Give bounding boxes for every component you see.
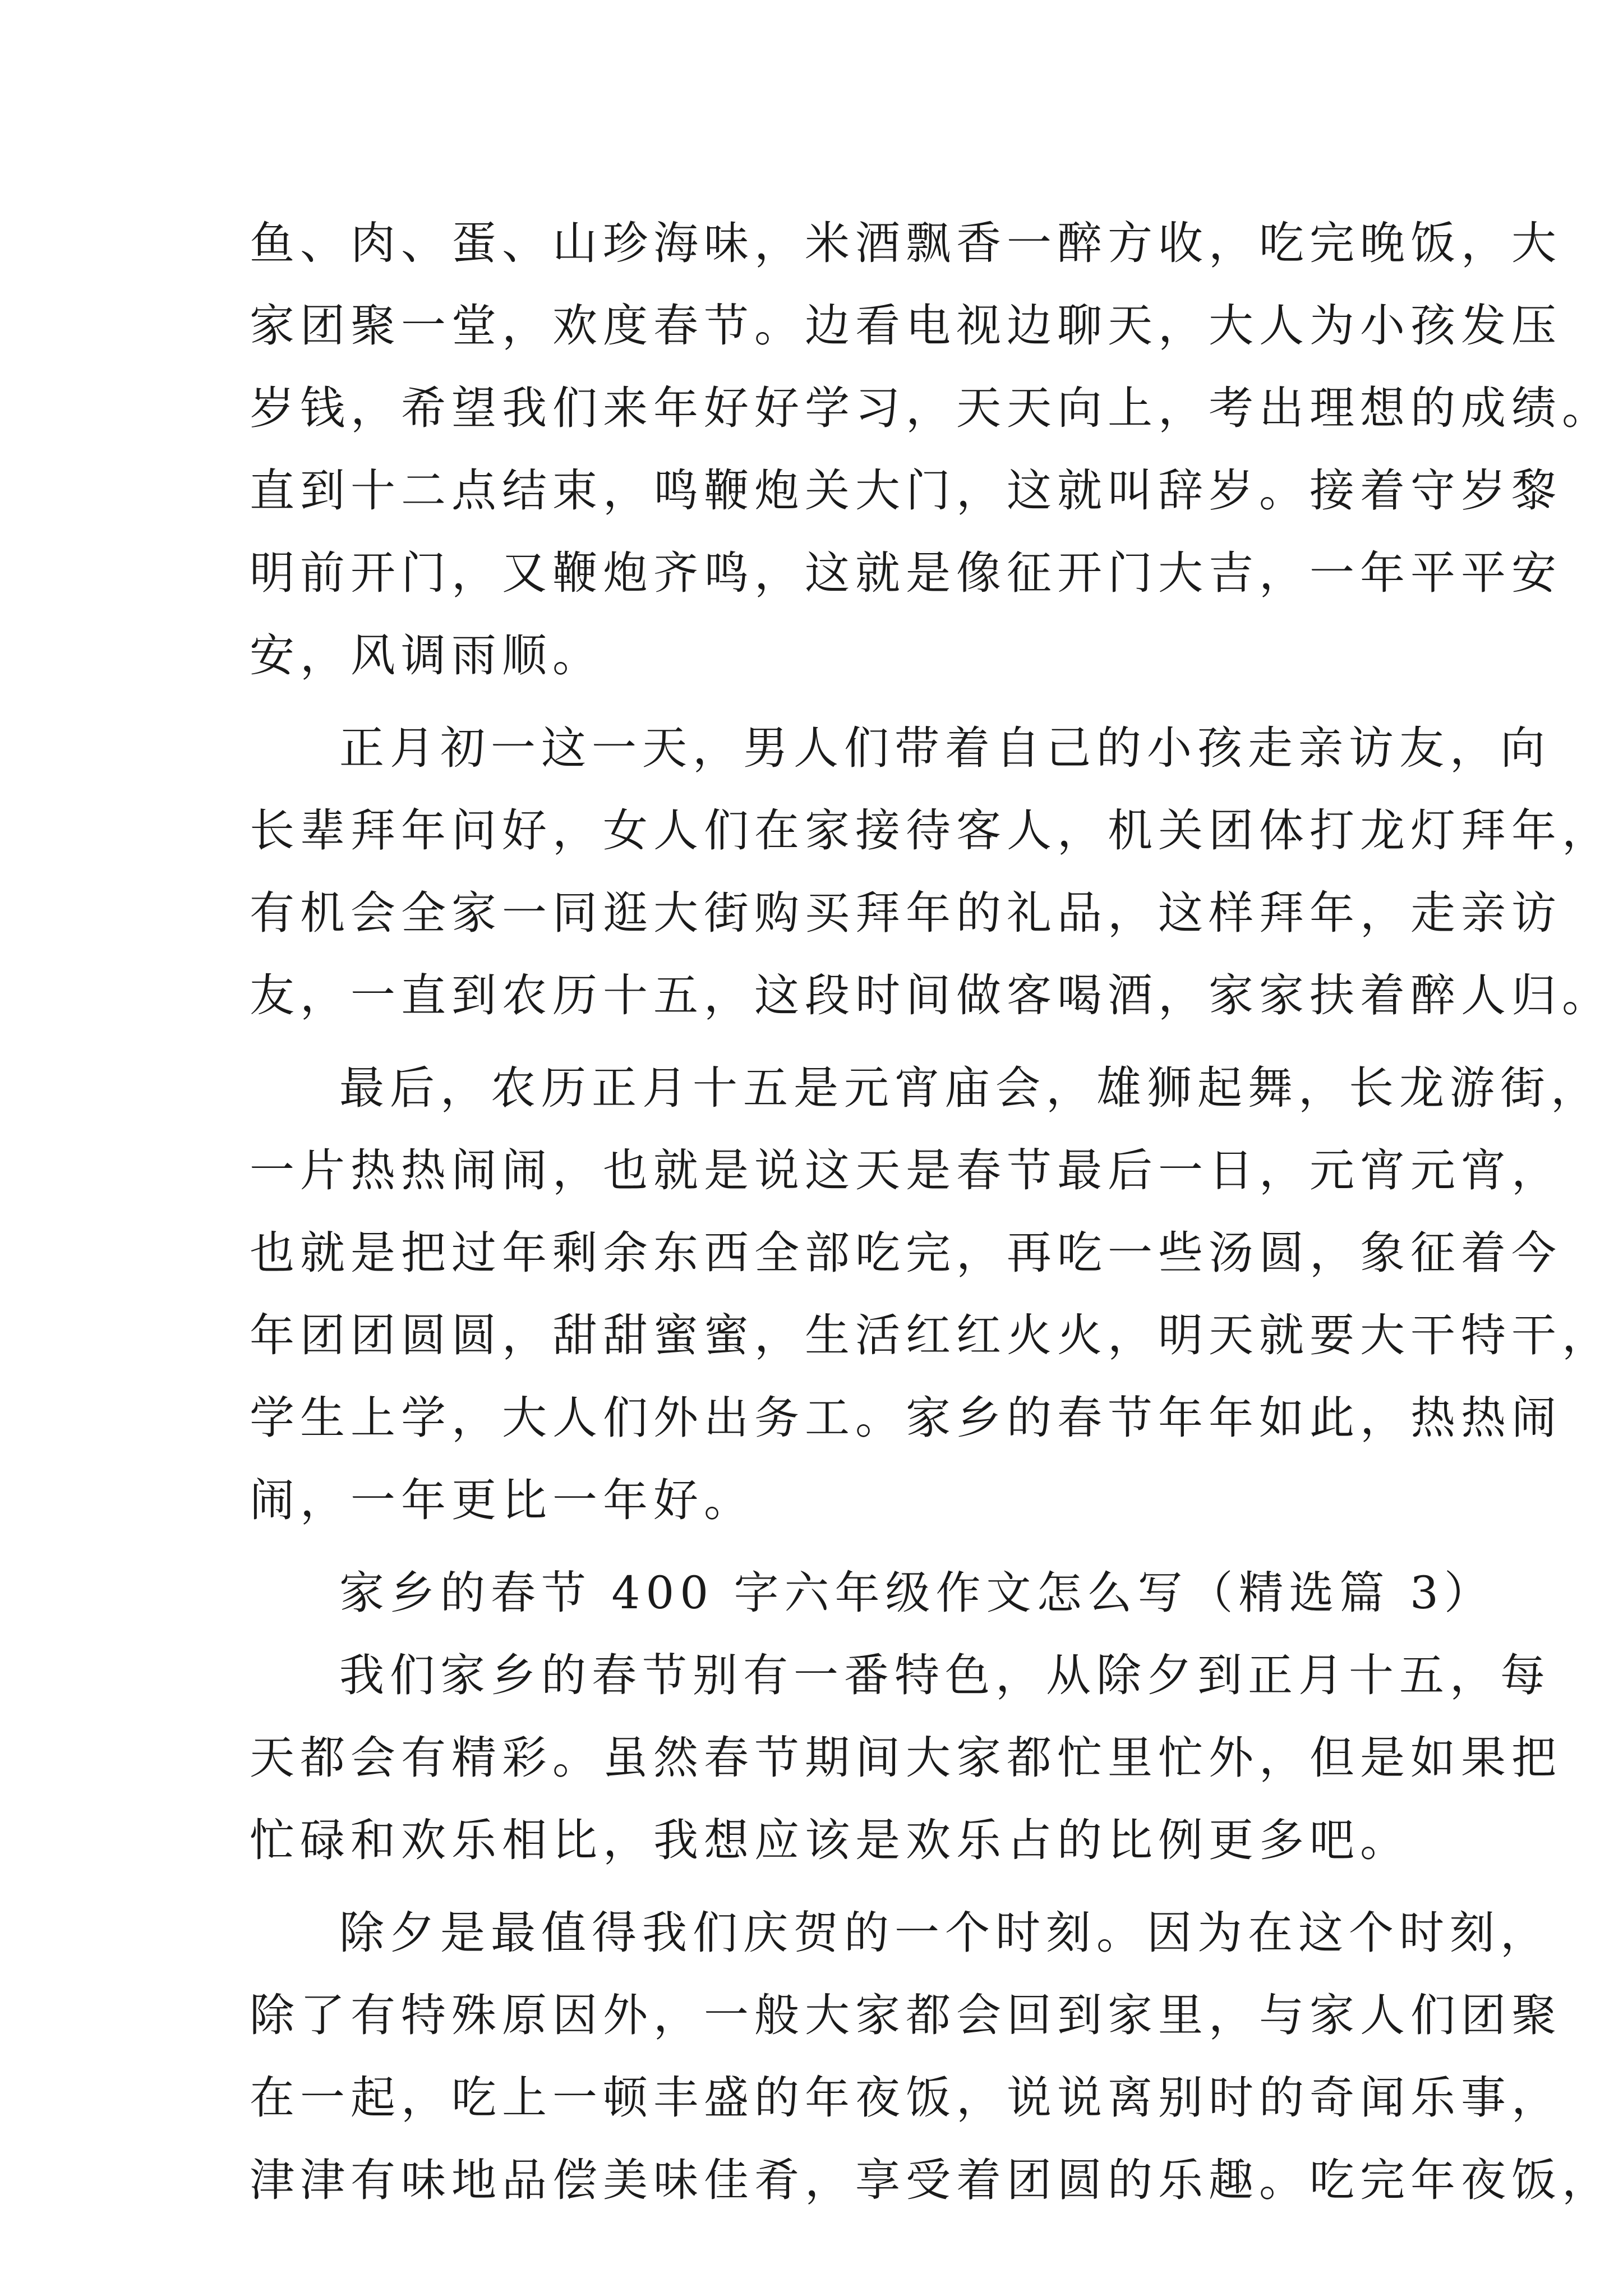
text-line: 正月初一这一天，男人们带着自己的小孩走亲访友，向 (339, 722, 1551, 774)
text-line: 闹，一年更比一年好。 (250, 1474, 754, 1526)
text-line: 长辈拜年问好，女人们在家接待客人，机关团体打龙灯拜年， (250, 804, 1612, 857)
text-line: 安，风调雨顺。 (250, 629, 603, 682)
text-line: 忙碌和欢乐相比，我想应该是欢乐占的比例更多吧。 (250, 1814, 1410, 1866)
text-line: 年团团圆圆，甜甜蜜蜜，生活红红火火，明天就要大干特干， (250, 1309, 1612, 1361)
text-line: 也就是把过年剩余东西全部吃完，再吃一些汤圆，象征着今 (250, 1227, 1562, 1279)
text-line: 学生上学，大人们外出务工。家乡的春节年年如此，热热闹 (250, 1392, 1562, 1444)
text-line: 除了有特殊原因外，一般大家都会回到家里，与家人们团聚 (250, 1989, 1562, 2041)
text-line: 有机会全家一同逛大街购买拜年的礼品，这样拜年，走亲访 (250, 887, 1562, 939)
text-line: 一片热热闹闹，也就是说这天是春节最后一日，元宵元宵， (250, 1144, 1562, 1197)
text-line: 明前开门，又鞭炮齐鸣，这就是像征开门大吉，一年平平安 (250, 547, 1562, 599)
text-line: 天都会有精彩。虽然春节期间大家都忙里忙外，但是如果把 (250, 1732, 1562, 1784)
text-line: 岁钱，希望我们来年好好学习，天天向上，考出理想的成绩。 (250, 382, 1612, 434)
text-line: 友，一直到农历十五，这段时间做客喝酒，家家扶着醉人归。 (250, 969, 1612, 1022)
text-line: 我们家乡的春节别有一番特色，从除夕到正月十五，每 (339, 1649, 1551, 1701)
text-line: 家乡的春节 400 字六年级作文怎么写（精选篇 3） (339, 1567, 1495, 1619)
text-line: 在一起，吃上一顿丰盛的年夜饭，说说离别时的奇闻乐事， (250, 2072, 1562, 2124)
text-line: 家团聚一堂，欢度春节。边看电视边聊天，大人为小孩发压 (250, 300, 1562, 352)
text-line: 最后，农历正月十五是元宵庙会，雄狮起舞，长龙游街， (339, 1062, 1601, 1114)
text-line: 鱼、肉、蛋、山珍海味，米酒飘香一醉方收，吃完晚饭，大 (250, 217, 1562, 269)
text-line: 直到十二点结束，鸣鞭炮关大门，这就叫辞岁。接着守岁黎 (250, 464, 1562, 517)
text-line: 除夕是最值得我们庆贺的一个时刻。因为在这个时刻， (339, 1907, 1551, 1959)
document-body (250, 202, 1612, 2221)
text-line: 津津有味地品偿美味佳肴，享受着团圆的乐趣。吃完年夜饭， (250, 2154, 1612, 2206)
